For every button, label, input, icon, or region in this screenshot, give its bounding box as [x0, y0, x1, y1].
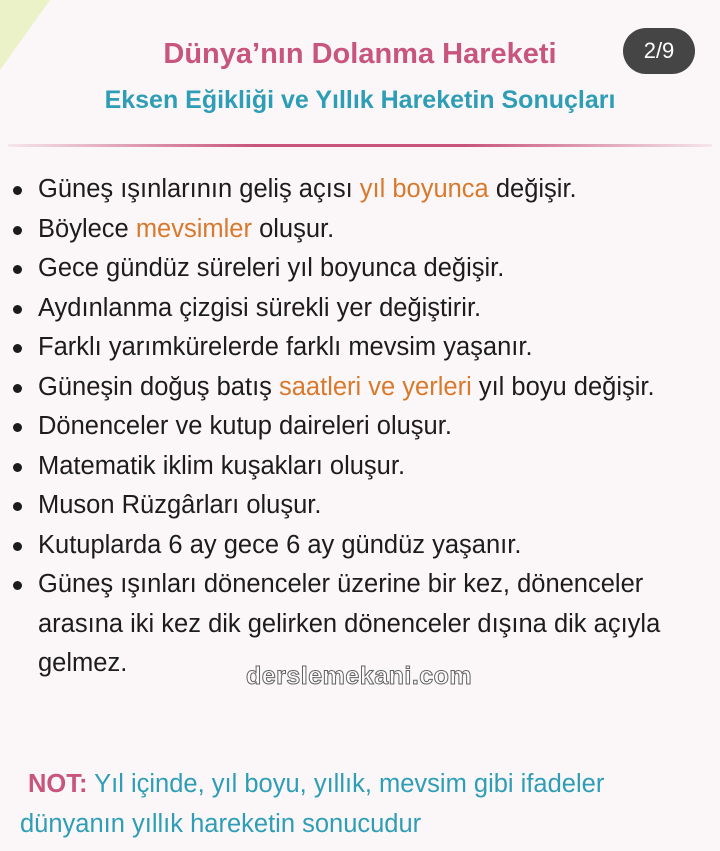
bullet-text: Güneşin doğuş batış	[38, 372, 279, 401]
bullet-list	[0, 170, 716, 684]
highlighted-text: yıl boyunca	[359, 175, 489, 203]
bullet-text: Farklı yarımkürelerde farklı mevsim yaşanır.	[38, 333, 533, 361]
bullet-dot-icon	[13, 423, 22, 432]
bullet-dot-icon	[13, 265, 22, 274]
page-title: Dünya’nın Dolanma Hareketi	[163, 38, 557, 70]
page-counter-badge: 2/9	[623, 28, 695, 74]
bullet-text: oluşur.	[251, 214, 335, 243]
bullet-dot-icon	[13, 384, 22, 393]
bullet-text: Aydınlanma çizgisi sürekli yer değiştirir.	[38, 293, 482, 322]
highlighted-text: saatleri ve yerleri	[279, 372, 472, 401]
bullet-text: değişir.	[488, 175, 577, 203]
bullet-dot-icon	[13, 463, 22, 472]
bullet-item	[0, 210, 716, 250]
bullet-text: Güneş ışınları dönenceler üzerine bir kez, dönenceler arasına iki kez dik gelirken dönenceler dışına dik açıyla gelmez.	[38, 570, 661, 677]
bullet-text: Kutuplarda 6 ay gece 6 ay gündüz yaşanır.	[38, 530, 522, 559]
bullet-item	[0, 526, 716, 566]
bullet-text: Böylece	[38, 214, 136, 243]
bullet-item	[0, 249, 716, 289]
bullet-text: Gece gündüz süreleri yıl boyunca değişir.	[38, 254, 505, 282]
title-divider	[8, 144, 712, 147]
bullet-text: Güneş ışınlarının geliş açısı	[38, 175, 360, 203]
bullet-dot-icon	[13, 542, 22, 551]
watermark-text: derslemekani.com	[246, 662, 473, 690]
bullet-text: Muson Rüzgârları oluşur.	[38, 491, 322, 519]
bullet-dot-icon	[13, 581, 22, 590]
note-text: Yıl içinde, yıl boyu, yıllık, mevsim gibi ifadeler dünyanın yıllık hareketin sonucudur	[20, 770, 605, 838]
bullet-dot-icon	[13, 305, 22, 314]
bullet-item	[0, 170, 716, 210]
bullet-dot-icon	[13, 502, 22, 511]
bullet-item	[0, 368, 716, 408]
bullet-dot-icon	[13, 186, 22, 195]
bullet-item	[0, 447, 716, 487]
bullet-item	[0, 407, 716, 447]
bullet-item	[0, 289, 716, 329]
bullet-item	[0, 486, 716, 526]
highlighted-text: mevsimler	[135, 214, 252, 243]
bullet-dot-icon	[13, 344, 22, 353]
note-block	[20, 764, 710, 844]
bullet-item	[0, 328, 716, 368]
bullet-dot-icon	[13, 226, 22, 235]
bullet-text: Dönenceler ve kutup daireleri oluşur.	[38, 412, 452, 440]
note-label: NOT:	[28, 770, 88, 798]
bullet-text: yıl boyu değişir.	[471, 372, 655, 401]
bullet-text: Matematik iklim kuşakları oluşur.	[38, 451, 406, 480]
page-subtitle: Eksen Eğikliği ve Yıllık Hareketin Sonuçları	[104, 86, 616, 114]
